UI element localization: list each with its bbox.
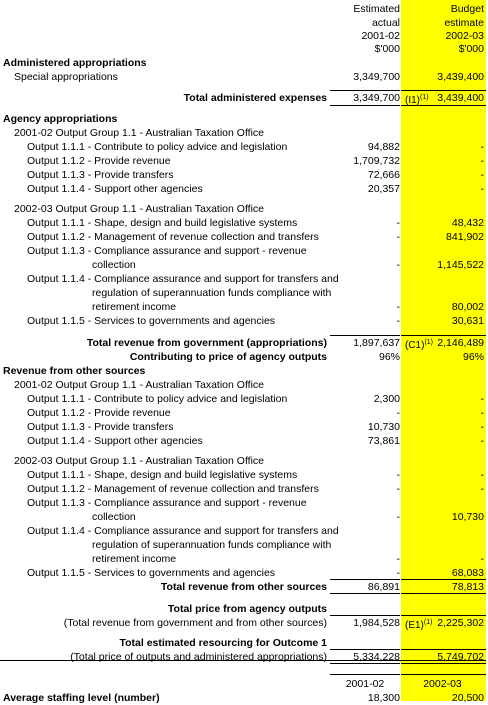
row-label: (Total revenue from government and from other sources) [63, 617, 327, 629]
budget-value-cell: - [480, 183, 484, 195]
budget-value: 2,225,302 [437, 617, 484, 629]
actual-value-cell: 3,349,700 [353, 92, 400, 104]
table-row [0, 616, 488, 630]
actual-value-cell: - [396, 553, 400, 565]
row-label: Output 1.1.1 - Contribute to policy advice and legislation [27, 141, 288, 153]
rule-line [401, 105, 486, 106]
budget-value-cell: 78,813 [451, 581, 484, 593]
table-row [0, 168, 488, 182]
rule-line [401, 674, 486, 675]
actual-value-cell: - [396, 259, 400, 271]
budget-value-cell: 68,083 [451, 567, 484, 579]
actual-value-cell: 1,709,732 [353, 155, 400, 167]
table-row [0, 202, 488, 216]
row-label: Output 1.1.3 - Compliance assurance and support - revenue [27, 497, 307, 509]
table-row [0, 510, 488, 524]
row-label: Output 1.1.3 - Provide transfers [27, 421, 174, 433]
table-row [0, 286, 488, 300]
budget-value-cell: - [480, 421, 484, 433]
table-row [0, 406, 488, 420]
actual-value-cell: - [396, 315, 400, 327]
table-row [0, 126, 488, 140]
row-label: Total revenue from government (appropriations) [86, 337, 327, 349]
actual-value-cell: - [396, 231, 400, 243]
row-label: Output 1.1.4 - Support other agencies [27, 435, 203, 447]
rule-line [401, 663, 486, 664]
actual-value-cell: 10,730 [367, 421, 400, 433]
row-label: Average staffing level (number) [3, 692, 160, 704]
table-row [0, 216, 488, 230]
budget-value-cell: - [480, 407, 484, 419]
row-label: collection [92, 259, 136, 271]
col1-header-4: $'000 [374, 43, 400, 55]
rule-line [330, 674, 400, 675]
row-label: regulation of superannuation funds compliance with [92, 539, 332, 551]
actual-value-cell: 2,300 [373, 393, 400, 405]
rule-line [330, 649, 400, 650]
budget-value-cell: - [480, 469, 484, 481]
actual-value-cell: 1,897,637 [353, 337, 400, 349]
header-line-1 [0, 2, 488, 16]
actual-value-cell: - [396, 217, 400, 229]
col2-header-3: 2002-03 [445, 30, 484, 42]
actual-value-cell: 3,349,700 [353, 71, 400, 83]
row-label: Output 1.1.3 - Compliance assurance and support - revenue [27, 245, 307, 257]
actual-value-cell: - [396, 567, 400, 579]
row-label: Output 1.1.5 - Services to governments and agencies [27, 315, 276, 327]
table-row [0, 691, 488, 705]
table-row [0, 602, 488, 616]
table-row [0, 482, 488, 496]
table-row [0, 496, 488, 510]
table-row [0, 392, 488, 406]
budget-value-cell: - [480, 553, 484, 565]
actual-value-cell: - [396, 407, 400, 419]
col2-header-1: Budget [450, 3, 484, 15]
budget-value-cell: 30,631 [451, 315, 484, 327]
row-label: 2002-03 Output Group 1.1 - Australian Taxation Office [14, 203, 265, 215]
col1-header-1: Estimated [353, 3, 400, 15]
table-row [0, 350, 488, 364]
table-row [0, 566, 488, 580]
table-row [0, 272, 488, 286]
budget-value-cell [401, 616, 484, 633]
row-label: Output 1.1.1 - Shape, design and build legislative systems [27, 217, 298, 229]
table-row [0, 552, 488, 566]
row-label: Contributing to price of agency outputs [129, 351, 327, 363]
rule-line [401, 90, 486, 91]
row-label: 2001-02 Output Group 1.1 - Australian Taxation Office [14, 379, 265, 391]
row-label: Administered appropriations [3, 57, 147, 69]
table-row [0, 420, 488, 434]
table-row [0, 364, 488, 378]
footnote-superscript: (1) [424, 339, 434, 346]
rule-line [0, 660, 486, 661]
actual-value-cell: 20,357 [367, 183, 400, 195]
row-label: 2002-03 Output Group 1.1 - Australian Taxation Office [14, 455, 265, 467]
actual-value-cell: 5,334,228 [353, 651, 400, 663]
header-line-2 [0, 16, 488, 30]
footnote-code: (E1) [405, 620, 424, 631]
actual-value-cell: 72,666 [367, 169, 400, 181]
table-row [0, 91, 488, 105]
table-row [0, 636, 488, 650]
row-label: Revenue from other sources [3, 365, 146, 377]
row-label: Output 1.1.2 - Provide revenue [27, 407, 171, 419]
footnote-code: (I1) [405, 95, 420, 106]
rule-line [330, 615, 400, 616]
table-row [0, 434, 488, 448]
table-row [0, 300, 488, 314]
budget-value: 3,439,400 [437, 92, 484, 104]
rule-line [330, 663, 400, 664]
row-label: Total price from agency outputs [167, 603, 327, 615]
rule-line [401, 649, 486, 650]
rule-line [401, 615, 486, 616]
budget-value-cell: 2002-03 [423, 678, 462, 690]
table-row [0, 677, 488, 691]
table-row [0, 524, 488, 538]
rule-line [401, 579, 486, 580]
table-row [0, 70, 488, 84]
budget-value-cell: - [480, 155, 484, 167]
table-row [0, 468, 488, 482]
table-row [0, 378, 488, 392]
row-label: Agency appropriations [3, 113, 118, 125]
table-row [0, 336, 488, 350]
actual-value-cell: 94,882 [367, 141, 400, 153]
table-row [0, 230, 488, 244]
table-row [0, 112, 488, 126]
table-row [0, 182, 488, 196]
actual-value-cell: - [396, 511, 400, 523]
actual-value-cell: 1,984,528 [353, 617, 400, 629]
actual-value-cell: 86,891 [367, 581, 400, 593]
budget-value-cell: - [480, 435, 484, 447]
budget-value-cell: 48,432 [451, 217, 484, 229]
table-row [0, 140, 488, 154]
budget-value-cell: 10,730 [451, 511, 484, 523]
table-row [0, 154, 488, 168]
budget-value-cell: 80,002 [451, 301, 484, 313]
header-line-3 [0, 29, 488, 43]
actual-value-cell: - [396, 301, 400, 313]
budget-value-cell: 96% [462, 351, 484, 363]
row-label: (Total price of outputs and administered appropriations) [70, 651, 327, 663]
rule-line [330, 593, 400, 594]
row-label: Output 1.1.5 - Services to governments and agencies [27, 567, 276, 579]
row-label: Output 1.1.1 - Shape, design and build legislative systems [27, 469, 298, 481]
actual-value-cell: 18,300 [367, 692, 400, 704]
table-row [0, 258, 488, 272]
table-row [0, 56, 488, 70]
row-label: Total estimated resourcing for Outcome 1 [119, 637, 327, 649]
footnote-superscript: (1) [423, 619, 433, 626]
table-row [0, 314, 488, 328]
row-label: Total administered expenses [183, 92, 327, 104]
row-label: regulation of superannuation funds compliance with [92, 287, 332, 299]
budget-value-cell: - [480, 483, 484, 495]
row-label: Output 1.1.4 - Support other agencies [27, 183, 203, 195]
actual-value-cell: - [396, 483, 400, 495]
row-label: Output 1.1.2 - Management of revenue collection and transfers [27, 231, 319, 243]
budget-value-cell: 5,749,702 [437, 651, 484, 663]
budget-value-cell: - [480, 169, 484, 181]
row-label: Output 1.1.2 - Management of revenue collection and transfers [27, 483, 319, 495]
rule-line [330, 335, 400, 336]
row-label: retirement income [92, 301, 177, 313]
actual-value-cell: 2001-02 [345, 678, 385, 690]
footnote-superscript: (1) [420, 94, 429, 101]
row-label: 2001-02 Output Group 1.1 - Australian Taxation Office [14, 127, 265, 139]
header-line-4 [0, 42, 488, 56]
row-label: Output 1.1.4 - Compliance assurance and support for transfers and [27, 273, 339, 285]
rule-line [330, 579, 400, 580]
table-row [0, 580, 488, 594]
footnote-code: (C1) [405, 340, 425, 351]
col2-header-2: estimate [444, 17, 484, 29]
table-row [0, 538, 488, 552]
rule-line [330, 90, 400, 91]
col2-header-4: $'000 [458, 43, 484, 55]
table-row [0, 454, 488, 468]
budget-value-cell: 20,500 [451, 692, 484, 704]
actual-value-cell: - [396, 469, 400, 481]
budget-value-cell: 3,439,400 [437, 71, 484, 83]
budget-value-cell: 1,145,522 [437, 259, 484, 271]
row-label: Special appropriations [14, 71, 118, 83]
actual-value-cell: 73,861 [367, 435, 400, 447]
row-label: Output 1.1.1 - Contribute to policy advice and legislation [27, 393, 288, 405]
table-row [0, 650, 488, 664]
row-label: Output 1.1.4 - Compliance assurance and support for transfers and [27, 525, 339, 537]
budget-value: 2,146,489 [437, 337, 484, 349]
col1-header-2: actual [371, 17, 400, 29]
rule-line [330, 105, 400, 106]
row-label: retirement income [92, 553, 177, 565]
row-label: Output 1.1.2 - Provide revenue [27, 155, 171, 167]
row-label: collection [92, 511, 136, 523]
actual-value-cell: 96% [378, 351, 400, 363]
footnote-ref [401, 616, 432, 633]
budget-value-cell: 841,902 [446, 231, 484, 243]
row-label: Output 1.1.3 - Provide transfers [27, 169, 174, 181]
budget-value-cell: - [480, 141, 484, 153]
table-row [0, 244, 488, 258]
budget-value-cell: - [480, 393, 484, 405]
rule-line [401, 593, 486, 594]
rule-line [401, 335, 486, 336]
col1-header-3: 2001-02 [361, 30, 400, 42]
row-label: Total revenue from other sources [160, 581, 327, 593]
